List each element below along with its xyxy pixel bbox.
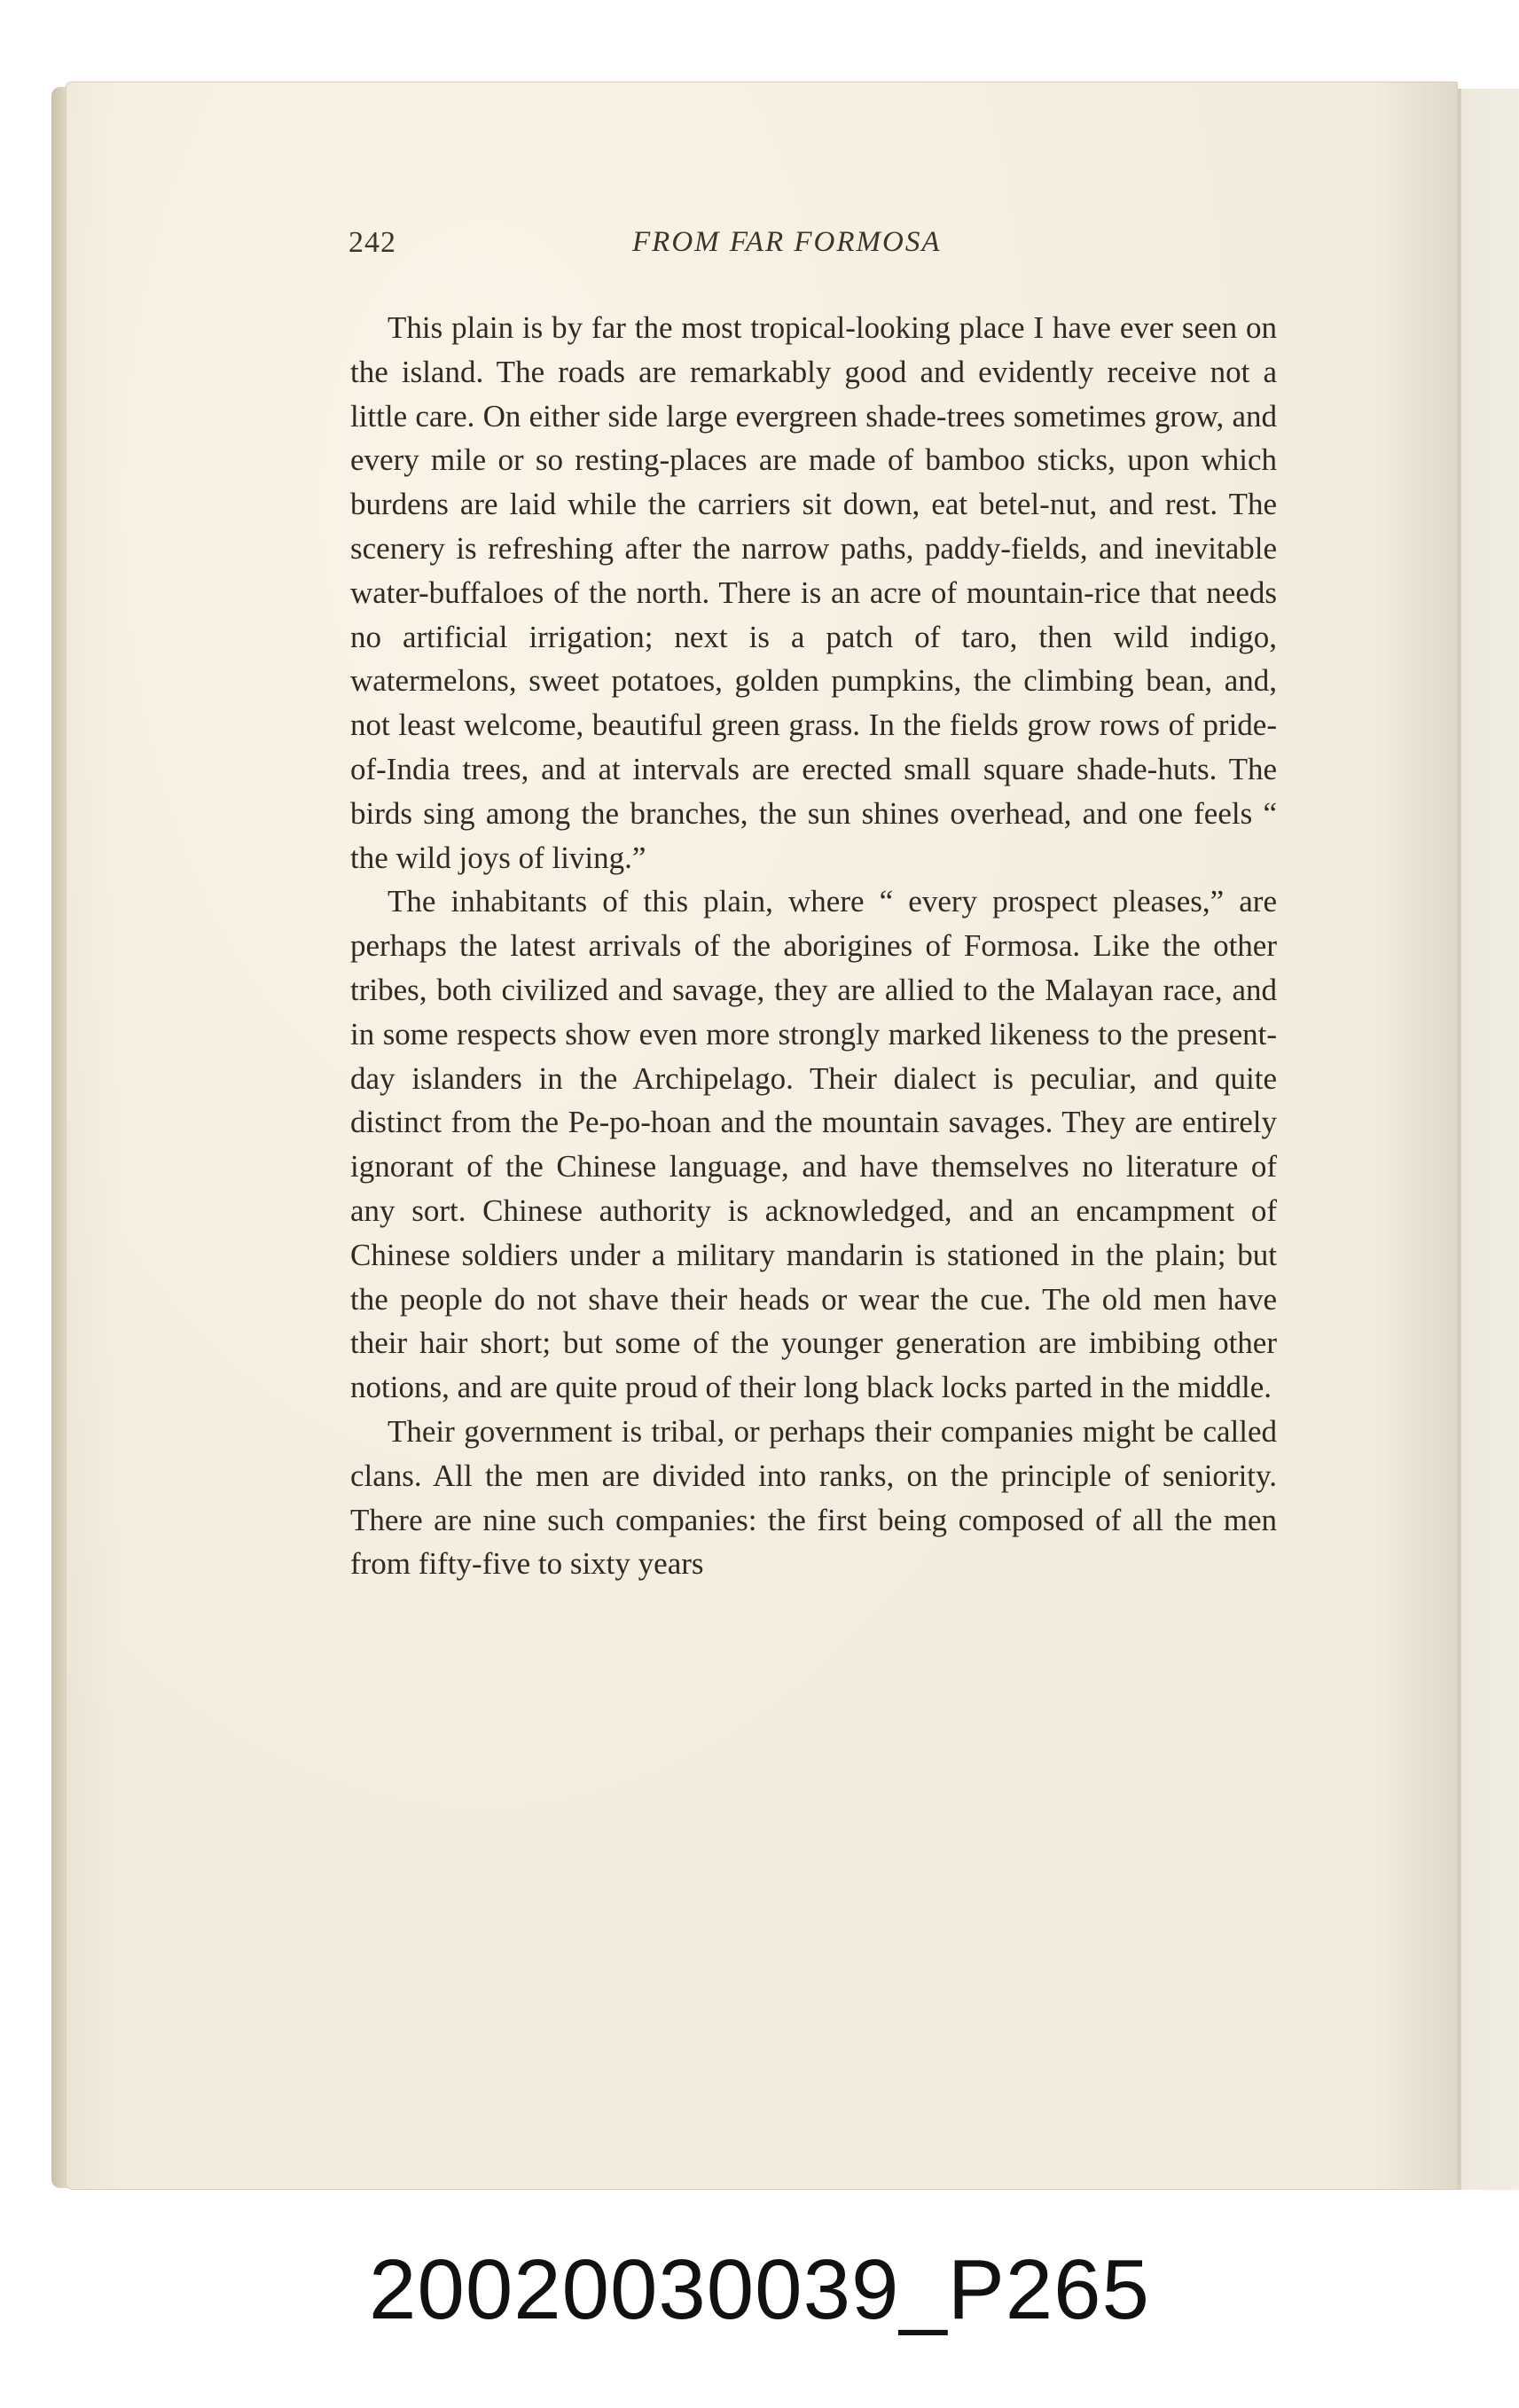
paragraph-2: The inhabitants of this plain, where “ every prospect pleases,” are perhaps the latest arrivals of the aborigines of Formosa. Like the other tribes, both civilized and savage, they are allied to the Malayan race, and in some respects show even more strongly marked likeness to the present-day islanders in the Archipelago. Their dialect is peculiar, and quite distinct from the Pe-po-hoan and the mountain savages. They are entirely ignorant of the Chinese language, and have themselves no literature of any sort. Chinese authority is acknowledged, and an encampment of Chinese soldiers under a military mandarin is stationed in the plain; but the people do not shave their heads or wear the cue. The old men have their hair short; but some of the younger generation are imbibing other notions, and are quite proud of their long black locks parted in the middle.	[350, 884, 1277, 1405]
page-header	[348, 226, 1280, 272]
page-number: 242	[348, 226, 396, 259]
running-title: FROM FAR FORMOSA	[632, 226, 942, 258]
paragraph-3: Their government is tribal, or perhaps their companies might be called clans. All the men are divided into ranks, on the principle of seniority. There are nine such companies: the first being composed of all the men from fifty-five to sixty years	[350, 1413, 1277, 1582]
image-identifier: 20020030039_P265	[369, 2242, 1150, 2337]
body-text	[350, 306, 1277, 1586]
paragraph-1: This plain is by far the most tropical-looking place I have ever seen on the island. The roads are remarkably good and evidently receive not a little care. On either side large evergreen shade-trees sometimes grow, and every mile or so resting-places are made of bamboo sticks, upon which burdens are laid while the carriers sit down, eat betel-nut, and rest. The scenery is refreshing after the narrow paths, paddy-fields, and inevitable water-buffaloes of the north. There is an acre of mountain-rice that needs no artificial irrigation; next is a patch of taro, then wild indigo, watermelons, sweet potatoes, golden pumpkins, the climbing bean, and, not least welcome, beautiful green grass. In the fields grow rows of pride-of-India trees, and at intervals are erected small square shade-huts. The birds sing among the branches, the sun shines overhead, and one feels “ the wild joys of living.”	[350, 310, 1277, 875]
